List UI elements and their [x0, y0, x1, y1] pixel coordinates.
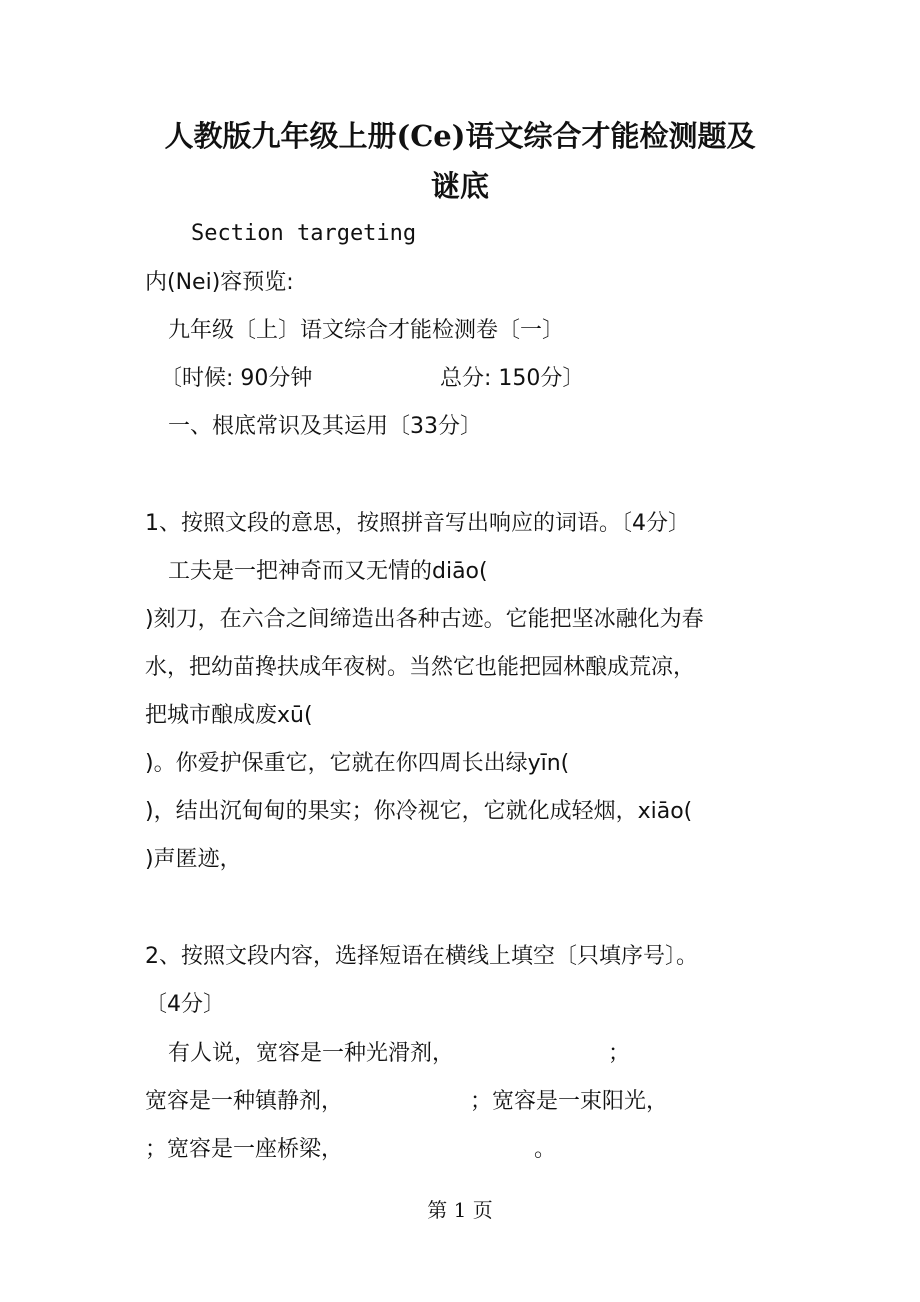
question-1-prompt: 1、按照文段的意思，按照拼音写出响应的词语。〔4分〕 — [145, 511, 690, 536]
question-2-line: 有人说，宽容是一种光滑剂， — [168, 1041, 455, 1066]
question-2-line: ；宽容是一座桥梁， — [145, 1137, 344, 1162]
question-1-line: 工夫是一把神奇而又无情的diāo( — [168, 559, 488, 584]
question-1-line: )刻刀，在六合之间缔造出各种古迹。它能把坚冰融化为春 — [145, 607, 704, 632]
question-1-line: )，结出沉甸甸的果实；你冷视它，它就化成轻烟，xiāo( — [145, 799, 693, 824]
question-2-period: 。 — [534, 1137, 557, 1162]
question-1-line: )。你爱护保重它，它就在你四周长出绿yīn( — [145, 751, 570, 776]
page-footer: 第 1 页 — [427, 1198, 493, 1222]
exam-title: 九年级〔上〕语文综合才能检测卷〔一〕 — [168, 318, 565, 343]
question-1-line: 水，把幼苗搀扶成年夜树。当然它也能把园林酿成荒凉， — [145, 655, 696, 680]
section-label: Section targeting — [191, 221, 417, 246]
question-2-score: 〔4分〕 — [145, 992, 225, 1017]
question-1-line: )声匿迹， — [145, 847, 242, 872]
question-1-line: 把城市酿成废xū( — [145, 703, 313, 728]
preview-label: 内(Nei)容预览: — [145, 270, 294, 295]
exam-total-score: 总分: 150分〕 — [440, 366, 585, 391]
document-title-line-2: 谜底 — [430, 169, 489, 203]
question-2-line: ；宽容是一束阳光， — [470, 1089, 669, 1114]
part-one-heading: 一、根底常识及其运用〔33分〕 — [168, 414, 482, 439]
question-2-prompt: 2、按照文段内容，选择短语在横线上填空〔只填序号〕。 — [145, 944, 698, 969]
question-2-line: 宽容是一种镇静剂， — [145, 1089, 344, 1114]
exam-time: 〔时候: 90分钟 — [160, 366, 313, 391]
question-2-semicolon: ； — [608, 1041, 631, 1066]
document-title-line-1: 人教版九年级上册(Ce)语文综合才能检测题及 — [164, 119, 756, 153]
